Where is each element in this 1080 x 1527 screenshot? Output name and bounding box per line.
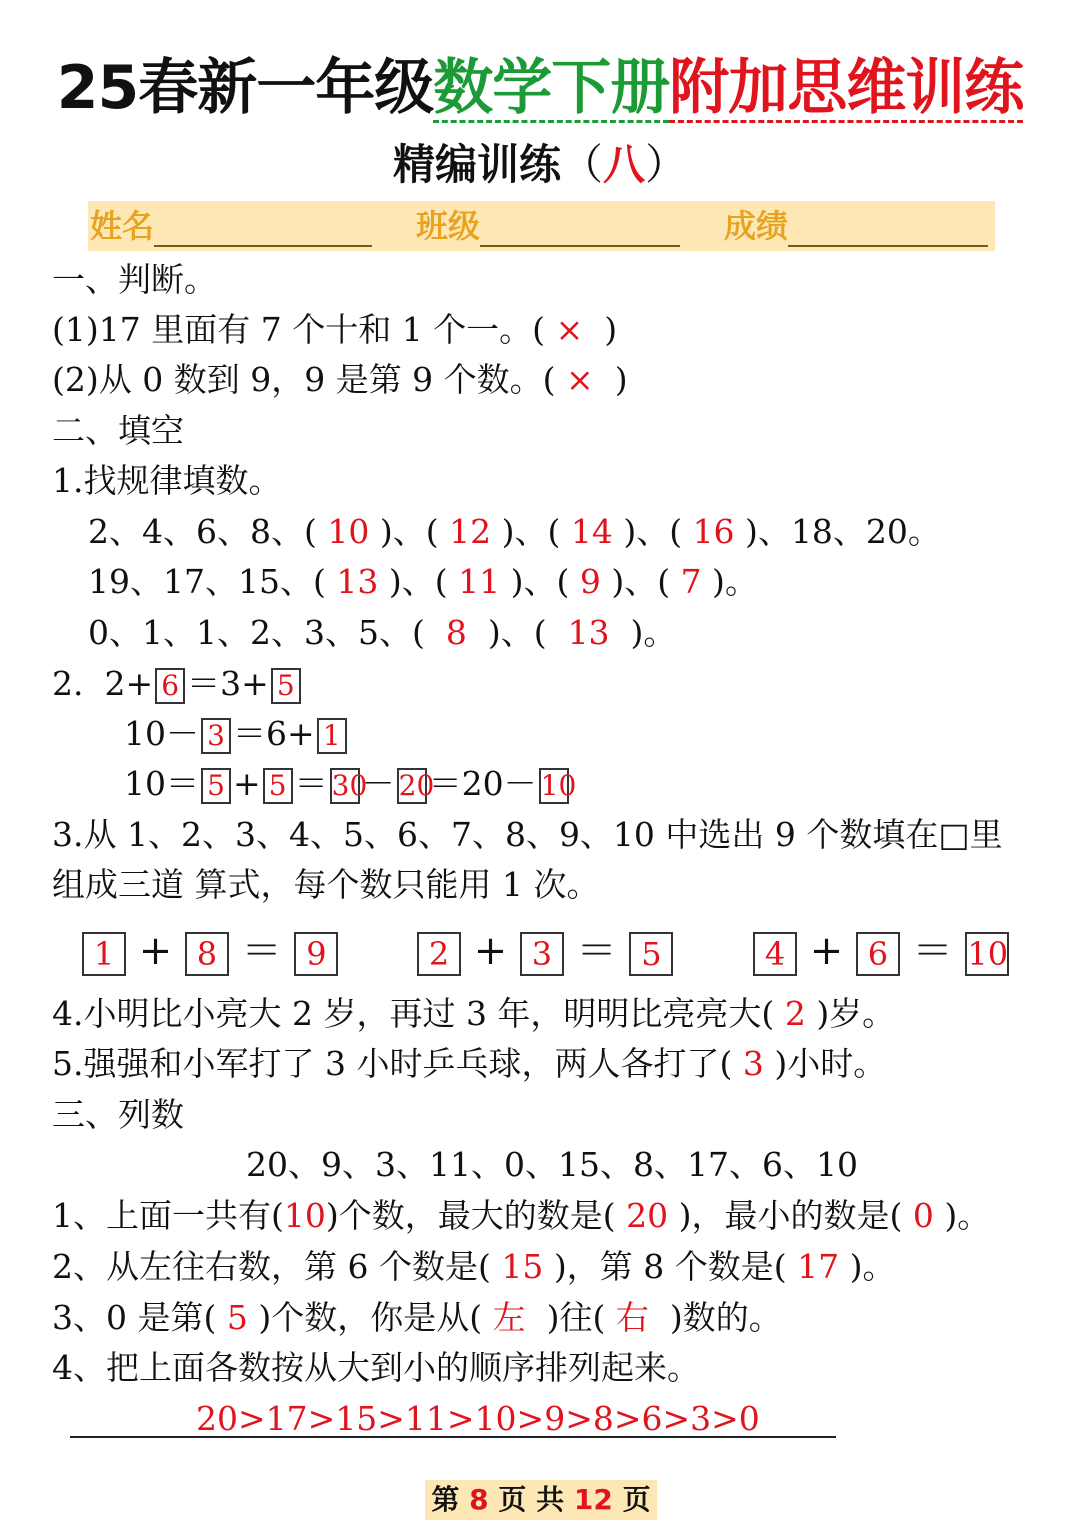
equals-sign: ＝ [241, 928, 282, 974]
lq1-text-2: )个数，最大的数是( [325, 1196, 616, 1235]
q4-answer: 2 [784, 994, 806, 1033]
equation-row-3 [124, 761, 577, 807]
page-title [0, 48, 1080, 128]
lq1-answer-1: 10 [283, 1196, 326, 1235]
equals-sign: ＝ [912, 928, 953, 974]
lq3-text-2: )个数，你是从( [258, 1298, 483, 1337]
eq3-minus: － [361, 764, 395, 803]
score-field[interactable] [724, 205, 988, 247]
page-footer [425, 1480, 657, 1520]
lq2-answer-2: 17 [797, 1247, 840, 1286]
q3-line-2: 组成三道 算式，每个数只能用 1 次。 [52, 865, 600, 904]
answer-box[interactable]: 5 [271, 668, 301, 704]
section3-heading: 三、列数 [52, 1095, 184, 1134]
list-question-1 [52, 1193, 990, 1239]
judge-q1-close: ) [604, 310, 618, 349]
pattern-answer: 9 [579, 562, 601, 601]
pattern-answer: 14 [570, 512, 613, 551]
judge-question-2 [52, 357, 628, 403]
section2-heading: 二、填空 [52, 411, 184, 450]
lq2-text-1: 2、从左往右数，第 6 个数是( [52, 1247, 491, 1286]
q4-text: 4.小明比小亮大 2 岁，再过 3 年，明明比亮亮大( [52, 994, 775, 1033]
pattern-row2-prefix: 19、17、15、 [88, 562, 313, 601]
lq3-text-3: )往( [546, 1298, 606, 1337]
subtitle-number: 八 [603, 140, 646, 189]
list-question-3 [52, 1295, 782, 1341]
answer-box[interactable]: 6 [856, 932, 900, 976]
box-equation-3 [753, 926, 1009, 976]
eq2-mid: ＝6+ [233, 714, 315, 753]
score-blank[interactable] [788, 207, 988, 247]
eq1-mid: ＝3+ [187, 664, 269, 703]
answer-box[interactable]: 2 [417, 932, 461, 976]
pattern-answer: 11 [458, 562, 501, 601]
answer-box[interactable]: 4 [753, 932, 797, 976]
eq1-left: 2+ [104, 664, 154, 703]
box-equation-2 [417, 926, 673, 976]
list-question-2 [52, 1244, 895, 1290]
subtitle-main: 精编训练 [392, 140, 561, 189]
class-field[interactable] [416, 205, 680, 247]
q5-text: 5.强强和小军打了 3 小时乒乓球，两人各打了( [52, 1044, 733, 1083]
pattern-title: 1.找规律填数。 [52, 461, 282, 500]
lq2-text-2: )，第 8 个数是( [553, 1247, 787, 1286]
judge-q1-answer: × [555, 310, 584, 349]
name-field[interactable] [90, 205, 372, 247]
q5-post: )小时。 [774, 1044, 887, 1083]
footer-pre: 第 [431, 1483, 460, 1516]
order-answer: 20>17>15>11>10>9>8>6>3>0 [196, 1399, 760, 1438]
pattern-row3-prefix: 0、1、1、2、3、5、 [88, 613, 412, 652]
title-part1: 25春新一年级 [56, 53, 434, 123]
judge-question-1 [52, 307, 617, 353]
answer-box[interactable]: 30 [331, 769, 368, 802]
subtitle-open: （ [560, 140, 603, 189]
lq3-text-4: )数的。 [669, 1298, 782, 1337]
plus-sign: + [809, 928, 844, 974]
q4 [52, 991, 895, 1037]
lq3-text-1: 3、0 是第( [52, 1298, 217, 1337]
eq3-equals: ＝ [294, 764, 328, 803]
pattern-row1-prefix: 2、4、6、8、 [88, 512, 304, 551]
lq3-answer-2: 左 [492, 1298, 526, 1337]
section1-heading: 一、判断。 [52, 260, 217, 299]
lq1-text-3: )，最小的数是( [678, 1196, 903, 1235]
class-label: 班级 [416, 207, 481, 245]
lq1-answer-3: 0 [912, 1196, 934, 1235]
judge-q2-text: (2)从 0 数到 9，9 是第 9 个数。( [52, 360, 556, 399]
lq3-answer-1: 5 [226, 1298, 248, 1337]
lq1-text-1: 1、上面一共有( [52, 1196, 284, 1235]
equation-row-1 [52, 661, 303, 707]
pattern-row2-suffix: 。 [724, 562, 758, 601]
equals-sign: ＝ [576, 928, 617, 974]
q3-line-1: 3.从 1、2、3、4、5、6、7、8、9、10 中选出 9 个数填在□里 [52, 815, 1003, 854]
answer-box[interactable]: 6 [155, 668, 185, 704]
lq2-text-3: )。 [849, 1247, 896, 1286]
eq3-plus: + [233, 764, 261, 803]
pattern-answer: 16 [692, 512, 735, 551]
q4-post: )岁。 [816, 994, 896, 1033]
answer-box[interactable]: 5 [201, 768, 231, 804]
answer-box[interactable]: 1 [317, 718, 347, 754]
lq3-answer-3: 右 [615, 1298, 649, 1337]
pattern-answer: 13 [336, 562, 379, 601]
plus-sign: + [138, 928, 173, 974]
list-question-4: 4、把上面各数按从大到小的顺序排列起来。 [52, 1348, 700, 1387]
total-page-number: 12 [573, 1483, 613, 1516]
answer-box[interactable]: 8 [185, 932, 229, 976]
q2-label: 2. [52, 664, 84, 703]
number-list: 20、9、3、11、0、15、8、17、6、10 [246, 1145, 858, 1184]
name-blank[interactable] [154, 207, 372, 247]
lq1-text-4: )。 [944, 1196, 991, 1235]
name-label: 姓名 [90, 207, 155, 245]
current-page-number: 8 [469, 1483, 489, 1516]
answer-box[interactable]: 5 [263, 768, 293, 804]
title-part2: 数学下册 [433, 53, 670, 123]
subtitle [0, 135, 1080, 195]
subtitle-close: ） [645, 140, 688, 189]
judge-q1-text: (1)17 里面有 7 个十和 1 个一。( [52, 310, 546, 349]
eq2-left: 10－ [124, 714, 199, 753]
eq3-tail: ＝20－ [428, 764, 537, 803]
pattern-row-1: 2、4、6、8、( 10 )、( 12 )、( 14 )、( 16 )、18、20。 [88, 512, 941, 551]
q5 [52, 1041, 886, 1087]
pattern-row-2: 19、17、15、( 13 )、( 11 )、( 9 )、( 7 )。 [88, 562, 758, 601]
pattern-row3-suffix: 。 [643, 613, 677, 652]
answer-box[interactable]: 10 [965, 932, 1009, 976]
pattern-answer: 8 [445, 613, 467, 652]
answer-box[interactable]: 10 [540, 769, 577, 802]
q5-answer: 3 [742, 1044, 764, 1083]
lq1-answer-2: 20 [626, 1196, 669, 1235]
equation-row-2 [124, 711, 349, 757]
student-info-bar [88, 201, 995, 251]
answer-box[interactable]: 20 [398, 769, 435, 802]
score-label: 成绩 [724, 207, 789, 245]
plus-sign: + [473, 928, 508, 974]
answer-box[interactable]: 3 [520, 932, 564, 976]
pattern-answer: 10 [327, 512, 370, 551]
pattern-row-3: 0、1、1、2、3、5、( 8 )、( 13 )。 [88, 613, 677, 652]
answer-box[interactable]: 5 [629, 932, 673, 976]
pattern-answer: 7 [680, 562, 702, 601]
footer-mid: 页 共 [498, 1483, 565, 1516]
answer-box[interactable]: 3 [201, 718, 231, 754]
lq2-answer-1: 15 [501, 1247, 544, 1286]
title-part3: 附加思维训练 [669, 53, 1024, 123]
eq3-left: 10＝ [124, 764, 199, 803]
pattern-answer: 12 [449, 512, 492, 551]
pattern-answer: 13 [567, 613, 610, 652]
box-equation-1 [82, 926, 338, 976]
answer-underline [70, 1436, 836, 1438]
answer-box[interactable]: 9 [294, 932, 338, 976]
class-blank[interactable] [480, 207, 680, 247]
judge-q2-close: ) [614, 360, 628, 399]
judge-q2-answer: × [566, 360, 594, 399]
footer-post: 页 [622, 1483, 651, 1516]
pattern-row1-suffix: 、18、20。 [757, 512, 941, 551]
answer-box[interactable]: 1 [82, 932, 126, 976]
